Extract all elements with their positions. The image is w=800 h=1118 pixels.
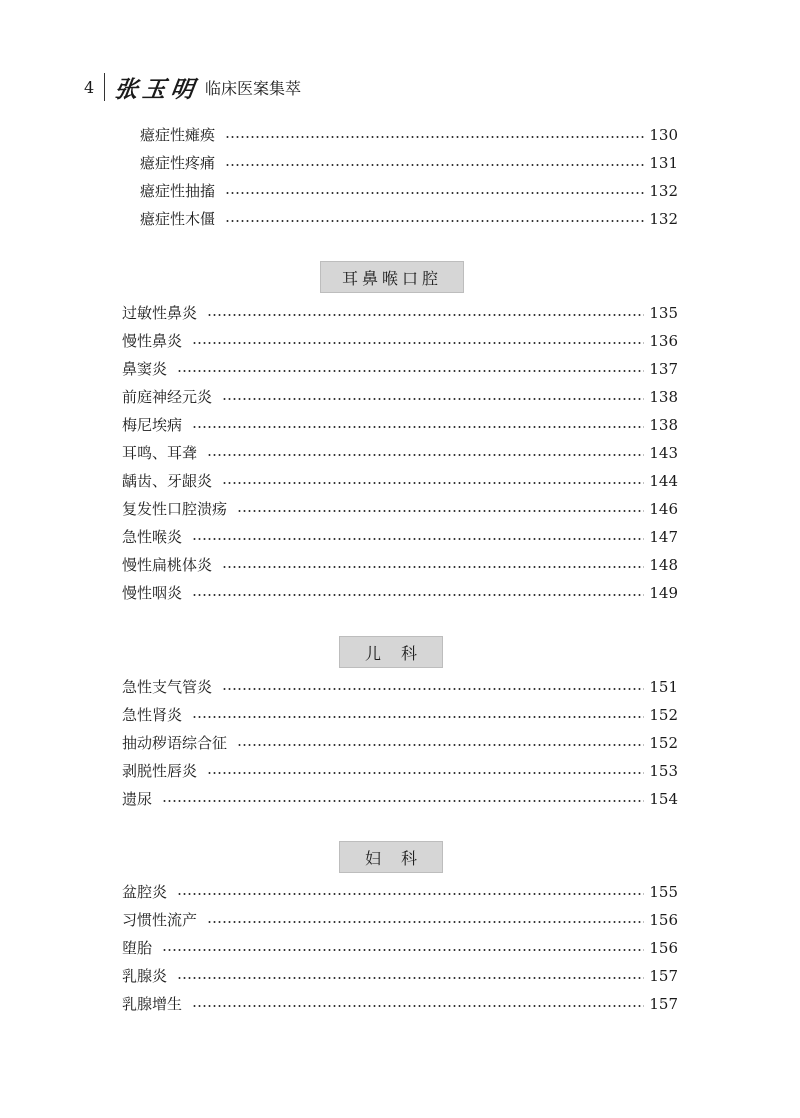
section-heading-ent: 耳鼻喉口腔 <box>320 261 464 293</box>
toc-entry-page: 137 <box>649 360 678 378</box>
leader-dots <box>225 164 644 166</box>
leader-dots <box>222 482 644 484</box>
toc-entry-title: 乳腺炎 <box>122 967 168 985</box>
toc-entry[interactable] <box>122 759 678 783</box>
leader-dots <box>237 510 644 512</box>
toc-entry-page: 151 <box>649 678 678 696</box>
section-heading-pediatrics: 儿科 <box>339 636 443 668</box>
leader-dots <box>222 566 644 568</box>
leader-dots <box>225 136 644 138</box>
toc-entry[interactable] <box>122 469 678 493</box>
leader-dots <box>222 398 644 400</box>
toc-entry-title: 复发性口腔溃疡 <box>122 500 228 518</box>
toc-entry[interactable] <box>122 525 678 549</box>
leader-dots <box>192 538 644 540</box>
toc-entry-title: 抽动秽语综合征 <box>122 734 228 752</box>
toc-entry-title: 鼻窦炎 <box>122 360 168 378</box>
leader-dots <box>207 921 644 923</box>
leader-dots <box>162 800 644 802</box>
leader-dots <box>192 426 644 428</box>
leader-dots <box>177 370 644 372</box>
toc-entry[interactable] <box>122 413 678 437</box>
leader-dots <box>192 716 644 718</box>
toc-entry-page: 155 <box>649 883 678 901</box>
leader-dots <box>225 192 644 194</box>
toc-entry-title: 癔症性抽搐 <box>140 182 216 200</box>
toc-entry-page: 136 <box>649 332 678 350</box>
toc-entry-title: 前庭神经元炎 <box>122 388 213 406</box>
leader-dots <box>192 594 644 596</box>
leader-dots <box>225 220 644 222</box>
leader-dots <box>192 342 644 344</box>
toc-entry-title: 癔症性瘫痪 <box>140 126 216 144</box>
toc-entry-page: 157 <box>649 967 678 985</box>
toc-entry-title: 耳鸣、耳聋 <box>122 444 198 462</box>
header-divider <box>104 73 105 101</box>
leader-dots <box>207 314 644 316</box>
section-heading-gynecology: 妇科 <box>339 841 443 873</box>
toc-entry[interactable] <box>122 497 678 521</box>
toc-entry[interactable] <box>140 179 678 203</box>
toc-entry[interactable] <box>122 731 678 755</box>
toc-entry-title: 乳腺增生 <box>122 995 183 1013</box>
toc-entry-page: 156 <box>649 939 678 957</box>
toc-entry-title: 堕胎 <box>122 939 153 957</box>
toc-entry[interactable] <box>122 880 678 904</box>
toc-entry-page: 149 <box>649 584 678 602</box>
leader-dots <box>192 1005 644 1007</box>
toc-entry-title: 急性支气管炎 <box>122 678 213 696</box>
toc-entry-title: 习惯性流产 <box>122 911 198 929</box>
toc-entry[interactable] <box>122 357 678 381</box>
toc-entry-page: 143 <box>649 444 678 462</box>
leader-dots <box>162 949 644 951</box>
toc-entry-page: 138 <box>649 416 678 434</box>
toc-entry[interactable] <box>122 385 678 409</box>
book-subtitle: 临床医案集萃 <box>205 78 302 98</box>
toc-entry-title: 癔症性疼痛 <box>140 154 216 172</box>
toc-entry[interactable] <box>122 703 678 727</box>
toc-entry-title: 慢性扁桃体炎 <box>122 556 213 574</box>
toc-entry-page: 132 <box>649 182 678 200</box>
leader-dots <box>207 454 644 456</box>
toc-entry-title: 急性肾炎 <box>122 706 183 724</box>
toc-entry-page: 153 <box>649 762 678 780</box>
toc-entry-page: 152 <box>649 706 678 724</box>
toc-entry-title: 慢性鼻炎 <box>122 332 183 350</box>
leader-dots <box>177 893 644 895</box>
toc-entry-page: 144 <box>649 472 678 490</box>
toc-entry-page: 154 <box>649 790 678 808</box>
leader-dots <box>222 688 644 690</box>
toc-entry-title: 龋齿、牙龈炎 <box>122 472 213 490</box>
toc-entry[interactable] <box>122 441 678 465</box>
toc-entry[interactable] <box>122 675 678 699</box>
toc-entry[interactable] <box>140 207 678 231</box>
running-header <box>84 70 301 104</box>
page-number: 4 <box>84 77 95 97</box>
toc-entry-title: 盆腔炎 <box>122 883 168 901</box>
toc-entry-page: 131 <box>649 154 678 172</box>
toc-entry[interactable] <box>122 936 678 960</box>
toc-entry-title: 遗尿 <box>122 790 153 808</box>
leader-dots <box>177 977 644 979</box>
toc-entry-page: 156 <box>649 911 678 929</box>
toc-entry-page: 138 <box>649 388 678 406</box>
toc-entry-title: 过敏性鼻炎 <box>122 304 198 322</box>
toc-entry-page: 146 <box>649 500 678 518</box>
toc-entry[interactable] <box>122 908 678 932</box>
toc-entry[interactable] <box>122 581 678 605</box>
toc-entry-page: 157 <box>649 995 678 1013</box>
toc-entry-title: 慢性咽炎 <box>122 584 183 602</box>
toc-entry-title: 剥脱性唇炎 <box>122 762 198 780</box>
toc-entry[interactable] <box>122 787 678 811</box>
toc-entry[interactable] <box>122 301 678 325</box>
toc-entry-page: 152 <box>649 734 678 752</box>
toc-entry-page: 148 <box>649 556 678 574</box>
toc-entry[interactable] <box>140 151 678 175</box>
toc-entry[interactable] <box>122 329 678 353</box>
toc-entry-page: 135 <box>649 304 678 322</box>
leader-dots <box>237 744 644 746</box>
toc-entry[interactable] <box>122 992 678 1016</box>
toc-entry-page: 132 <box>649 210 678 228</box>
toc-entry-page: 130 <box>649 126 678 144</box>
toc-entry-title: 癔症性木僵 <box>140 210 216 228</box>
leader-dots <box>207 772 644 774</box>
toc-entry[interactable] <box>122 553 678 577</box>
toc-entry-title: 梅尼埃病 <box>122 416 183 434</box>
toc-entry[interactable] <box>140 123 678 147</box>
toc-entry[interactable] <box>122 964 678 988</box>
book-brand: 张玉明 <box>112 75 201 103</box>
toc-entry-page: 147 <box>649 528 678 546</box>
toc-entry-title: 急性喉炎 <box>122 528 183 546</box>
